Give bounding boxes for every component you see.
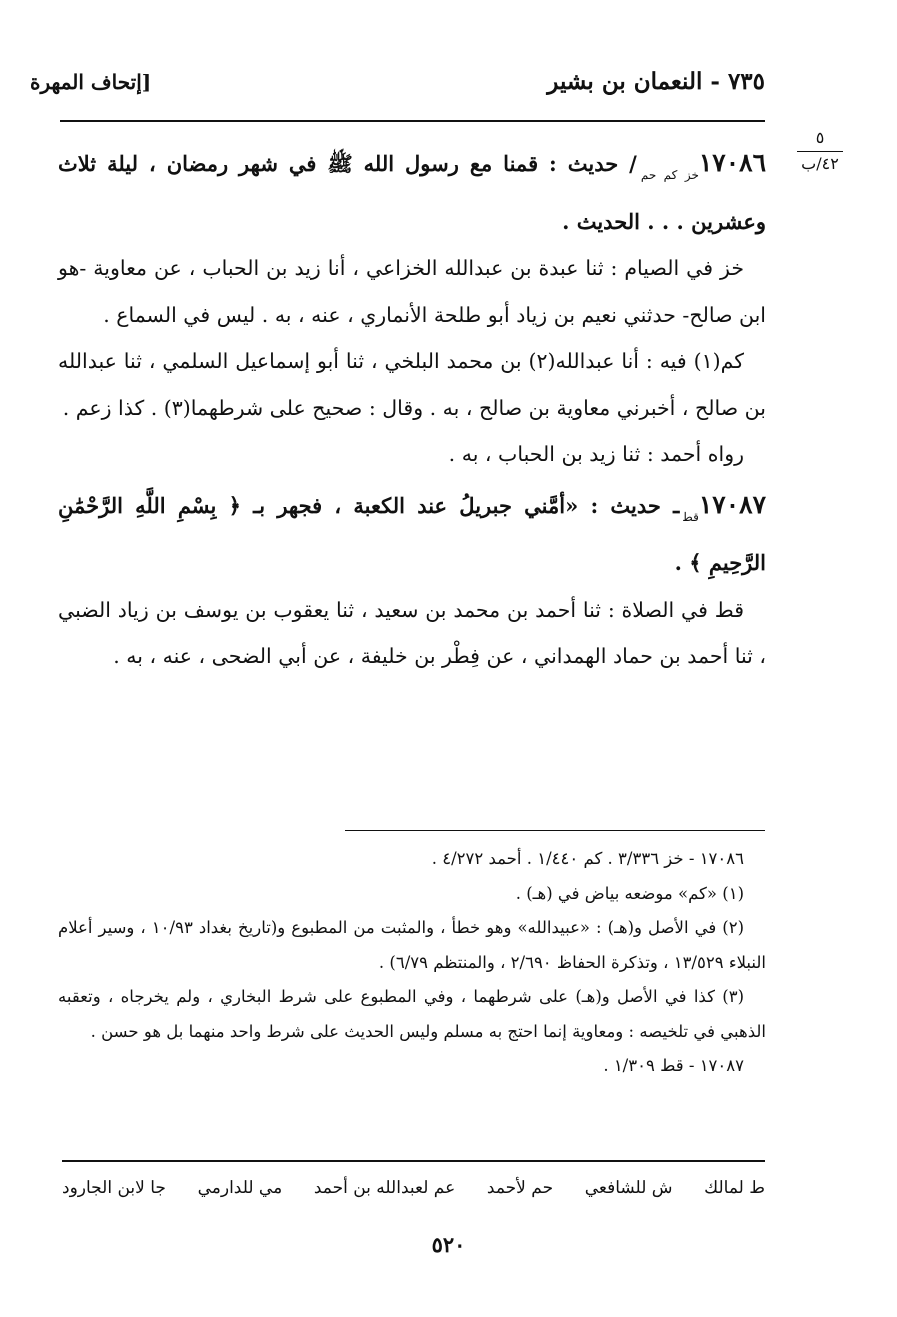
- legend-rule: [62, 1160, 765, 1162]
- footnote-2: (٢) في الأصل و(هـ) : «عبيدالله» وهو خطأ ، والمثبت من المطبوع و(تاريخ بغداد ١٠/٩٣ ، وسير أعلام النبلاء ١٣/٥٢٩ ، وتذكرة الحفاظ ٢/٦٩٠ ، والمنتظم ٦/٧٩) .: [58, 918, 766, 972]
- entry-17086-para-1: خز في الصيام : ثنا عبدة بن عبدالله الخزاعي ، أنا زيد بن الحباب ، عن معاوية -هو ابن صالح- حدثني نعيم بن زياد أبو طلحة الأنماري ، عنه ، به . ليس في السماع .: [58, 256, 766, 327]
- legend-item: ش للشافعي: [584, 1178, 673, 1198]
- entry-17086-sigla: خز كم حم: [640, 168, 699, 182]
- entry-17087-sigla: قط: [683, 509, 699, 524]
- legend-item: جا لابن الجارود: [62, 1178, 166, 1198]
- entry-17087-number: ١٧٠٨٧: [698, 489, 766, 519]
- entry-17087-title: ـ حديث : «أمَّني جبريلُ عند الكعبة ، فجهر بـ ﴿ بِسْمِ اللَّهِ الرَّحْمَٰنِ الرَّحِيمِ ﴾ .: [58, 492, 766, 575]
- entry-17086-para-3: رواه أحمد : ثنا زيد بن الحباب ، به .: [448, 442, 744, 466]
- footnote-source-17086: ١٧٠٨٦ - خز ٣/٣٣٦ . كم ١/٤٤٠ . أحمد ٤/٢٧٢ .: [431, 849, 744, 868]
- legend-item: ط لمالك: [704, 1178, 765, 1198]
- footnotes: [58, 842, 766, 1084]
- book-title: [إتحاف المهرة: [30, 70, 152, 94]
- entry-17086-heading: [58, 140, 766, 245]
- legend-item: مي للدارمي: [197, 1178, 283, 1198]
- legend-item: عم لعبدالله بن أحمد: [313, 1178, 456, 1198]
- footnote-1: (١) «كم» موضعه بياض في (هـ) .: [515, 883, 744, 903]
- footnote-source-17087: ١٧٠٨٧ - قط ١/٣٠٩ .: [603, 1056, 744, 1075]
- margin-note-top: ٥: [815, 128, 825, 147]
- header-rule: [60, 120, 765, 122]
- entry-17086-para-2: كم(١) فيه : أنا عبدالله(٢) بن محمد البلخي ، ثنا أبو إسماعيل السلمي ، ثنا عبدالله بن صالح ، أخبرني معاوية بن صالح ، به . وقال : صحيح على شرطهما(٣) . كذا زعم .: [58, 349, 766, 420]
- legend-item: حم لأحمد: [486, 1178, 554, 1198]
- footnote-rule: [345, 830, 765, 831]
- margin-note: [790, 128, 850, 173]
- margin-note-line: [797, 151, 843, 152]
- running-head: [30, 68, 765, 104]
- chapter-title: ٧٣٥ - النعمان بن بشير: [547, 68, 765, 95]
- main-text: [58, 140, 766, 680]
- footnote-3: (٣) كذا في الأصل و(هـ) على شرطهما ، وفي المطبوع على شرط البخاري ، ولم يخرجاه ، وتعقبه الذهبي في تلخيصه : ومعاوية إنما احتج به مسلم وليس الحديث على شرط واحد منهما بل هو حسن .: [58, 987, 766, 1041]
- margin-note-bottom: ٤٢/ب: [801, 154, 839, 174]
- entry-17086-number: ١٧٠٨٦: [698, 148, 767, 177]
- entry-17087-heading: [58, 482, 766, 587]
- entry-17087-para-1: قط في الصلاة : ثنا أحمد بن محمد بن سعيد ، ثنا يعقوب بن يوسف بن زياد الضبي ، ثنا أحمد بن حماد الهمداني ، عن فِطْر بن خليفة ، عن أبي الضحى ، عنه ، به .: [58, 597, 766, 668]
- sigla-legend: [62, 1178, 765, 1198]
- entry-17086-title: / حديث : قمنا مع رسول الله ﷺ في شهر رمضان ، ليلة ثلاث وعشرين . . . الحديث .: [58, 151, 766, 234]
- page-number: ٥٢٠: [431, 1232, 466, 1257]
